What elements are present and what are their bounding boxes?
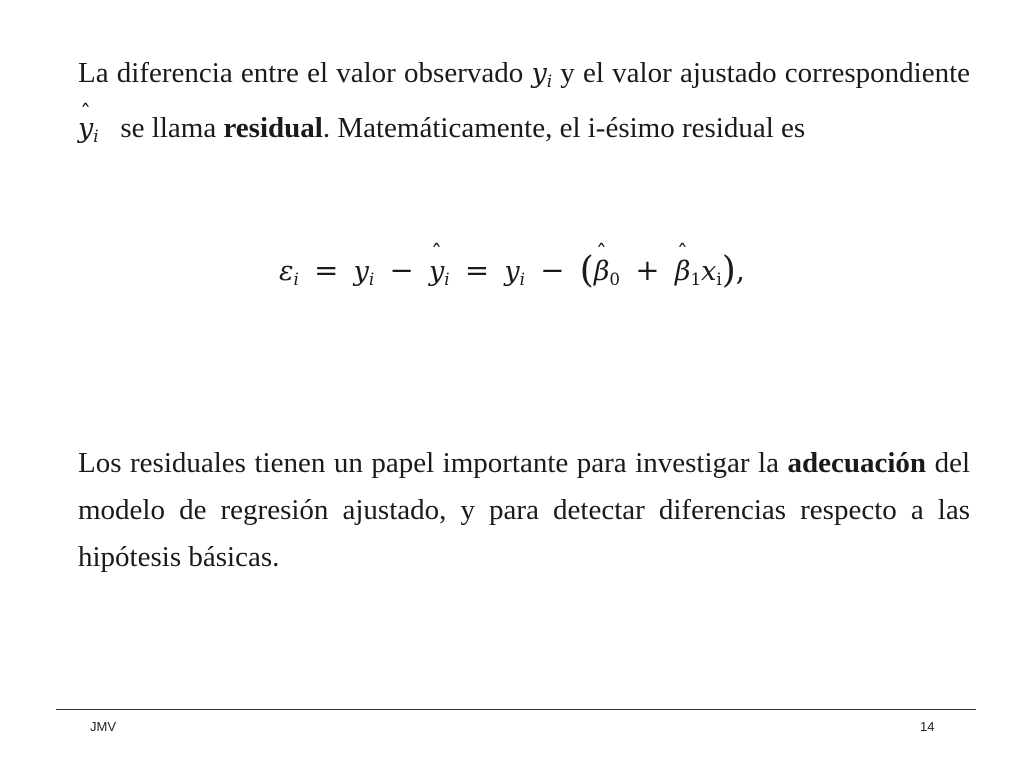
paragraph-residual-importance [78, 440, 970, 581]
bold-term-residual: residual [223, 112, 323, 145]
math-y-hat-i: ˆ $y_i$ [78, 113, 99, 144]
math-y-i: $y_i$ [531, 58, 553, 92]
text-segment: La diferencia entre el valor observado [78, 57, 524, 89]
text-segment: . Matemáticamente, el i-ésimo residual es [322, 112, 806, 145]
footer-author: JMV [90, 719, 116, 734]
page-number: 14 [920, 719, 935, 734]
text-segment: se llama [120, 112, 217, 145]
text-segment: Los residuales tienen un papel importante para investigar la [78, 447, 779, 479]
paragraph-residual-definition [78, 50, 970, 160]
bold-term-adecuacion: adecuación [787, 447, 927, 479]
footer-divider [56, 709, 976, 710]
text-segment: del modelo de regresión ajustado, y para detectar diferencias respecto a las hipótesis básicas. [78, 447, 971, 573]
text-segment: y el valor ajustado correspondiente [560, 57, 971, 89]
residual-formula: $\varepsilon_i = y_i$ − ˆ $y_i = y_i$ − (ˆ $\beta_0$ + ˆ $\beta_1x_i$), [0, 250, 1024, 291]
